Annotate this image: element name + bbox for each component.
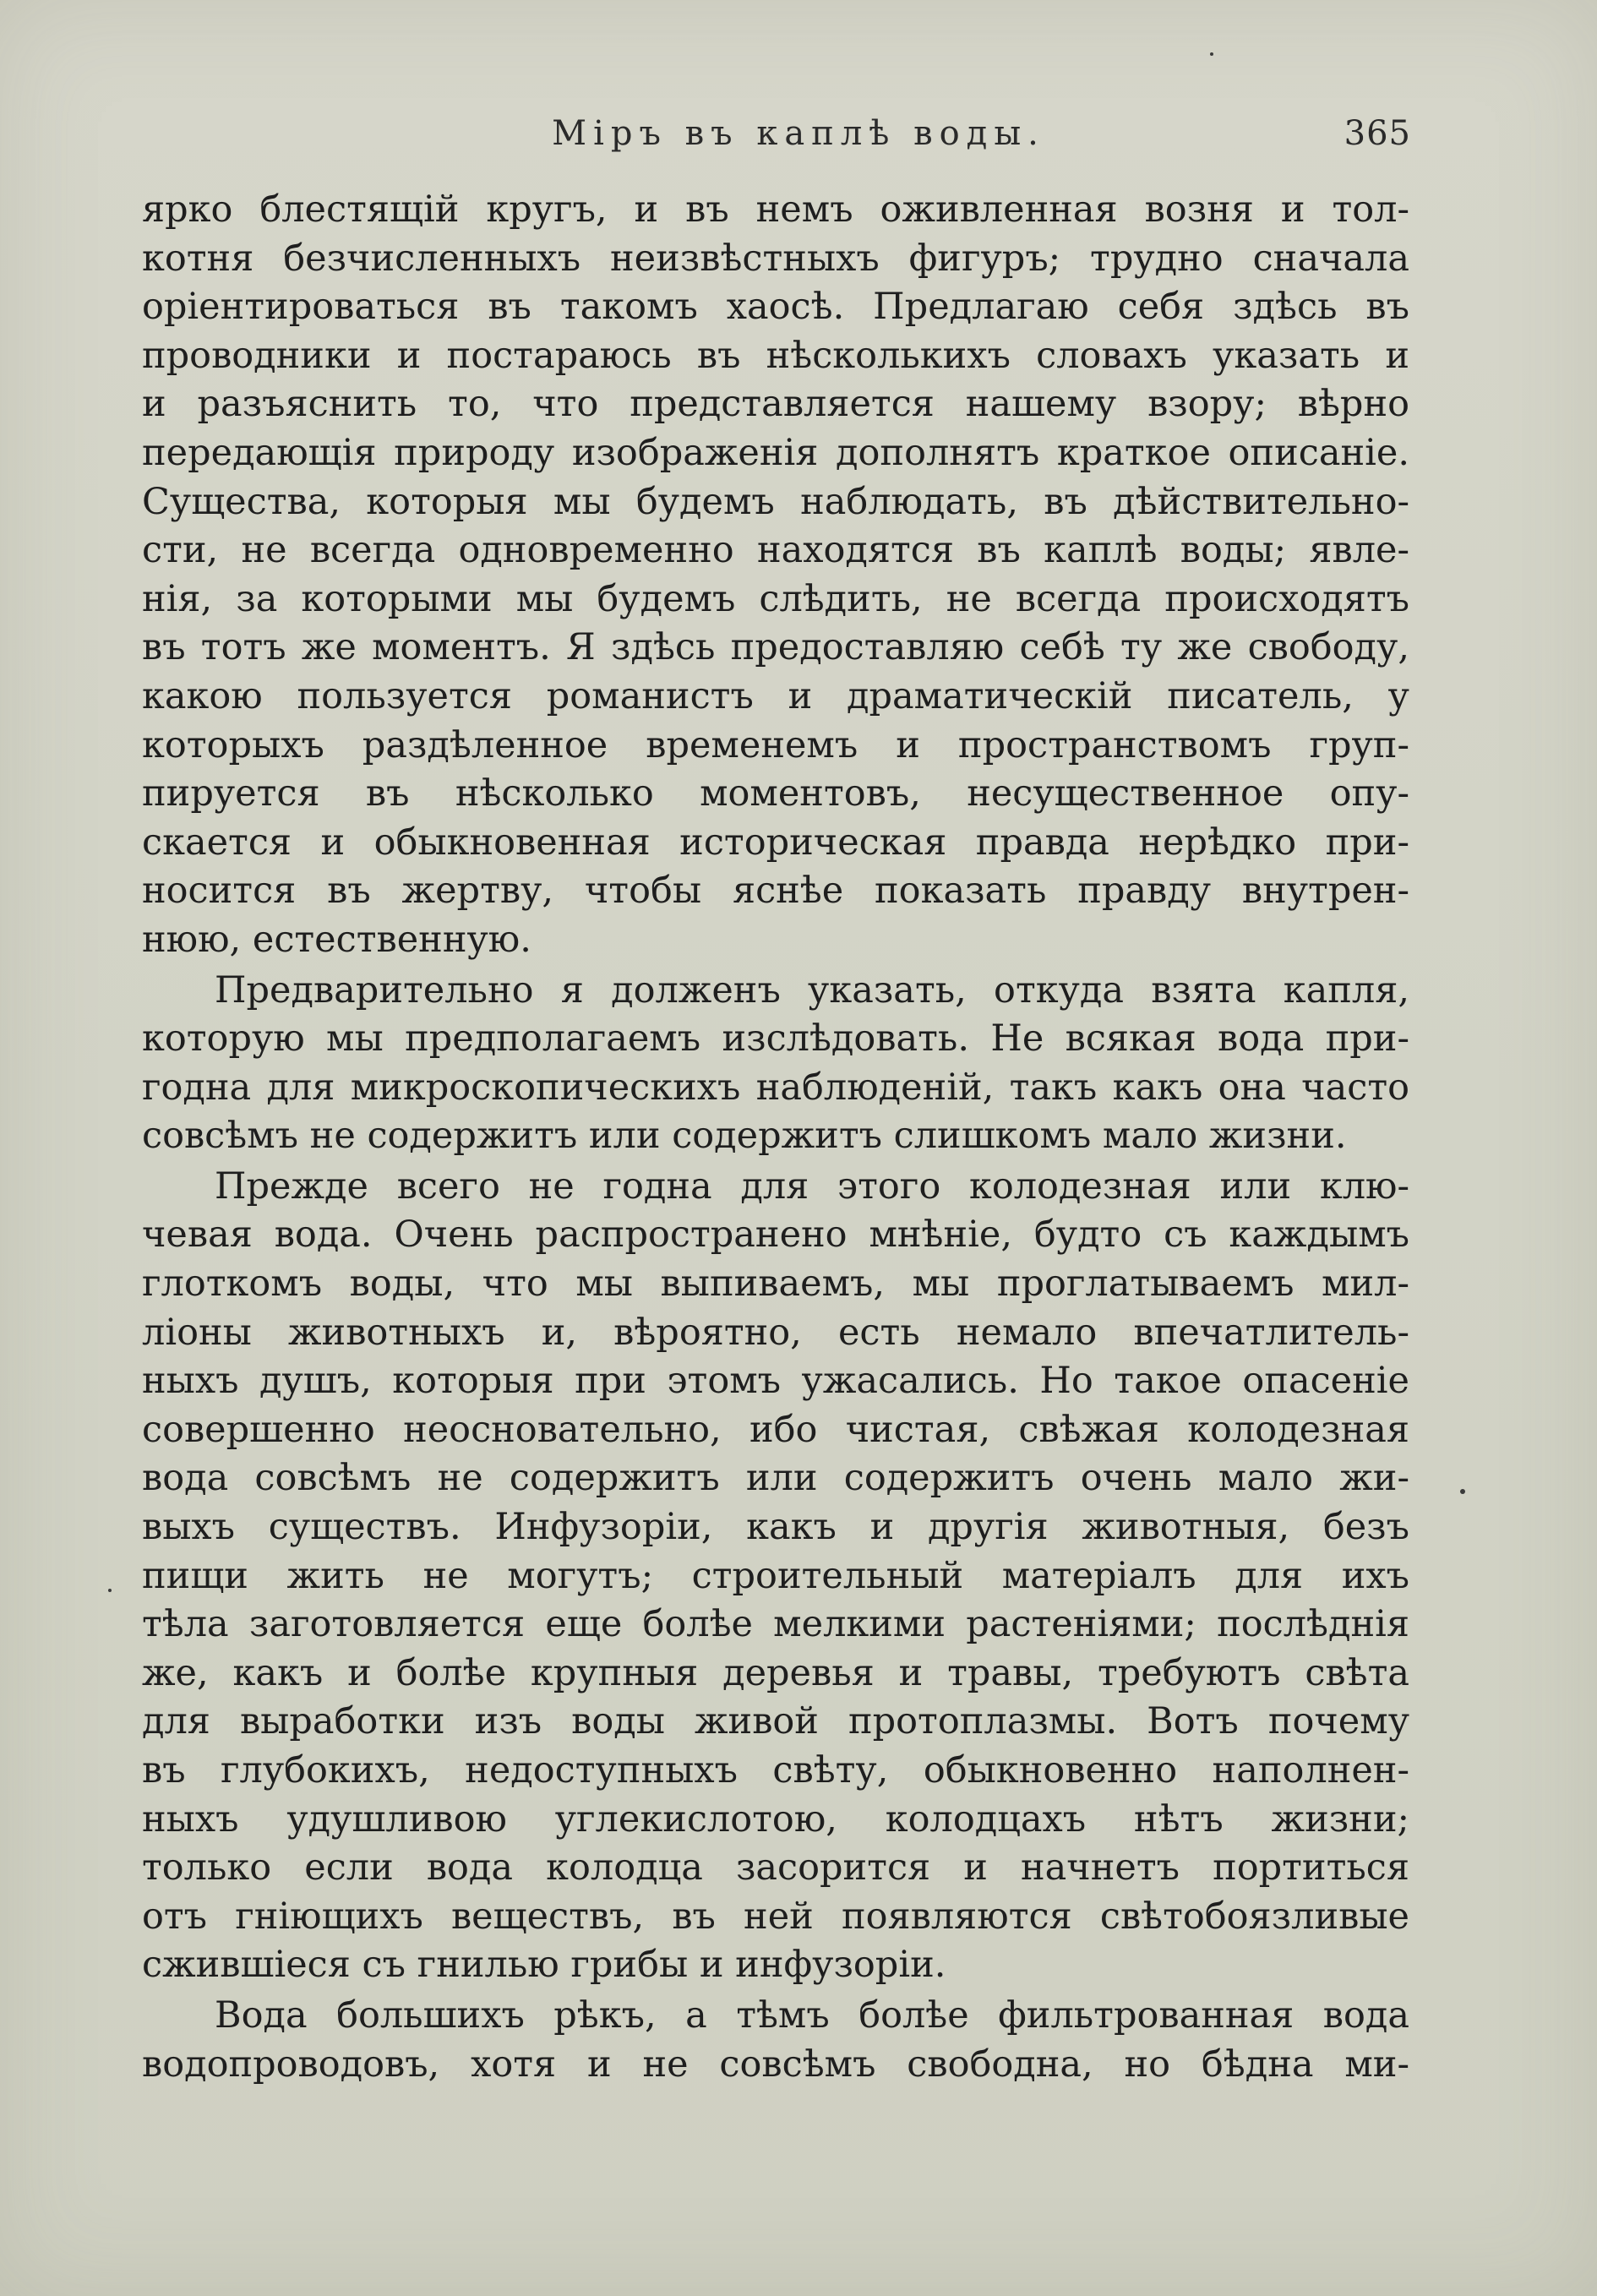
text-line: годна для микроскопическихъ наблюденій, такъ какъ она часто — [142, 1066, 1409, 1109]
page-number: 365 — [1344, 114, 1411, 153]
text-line: ліоны животныхъ и, вѣроятно, есть немало впечатлитель- — [142, 1311, 1409, 1354]
text-line: водопроводовъ, хотя и не совсѣмъ свободна, но бѣдна ми- — [142, 2042, 1409, 2086]
text-line: отъ гніющихъ веществъ, въ ней появляются свѣтобоязливые — [142, 1895, 1409, 1938]
text-line: вода совсѣмъ не содержитъ или содержитъ очень мало жи- — [142, 1457, 1409, 1500]
text-line: сжившіеся съ гнилью грибы и инфузоріи. — [142, 1944, 946, 1987]
paper-speck — [108, 1589, 112, 1592]
text-line: проводники и постараюсь въ нѣсколькихъ словахъ указать и — [142, 334, 1409, 377]
text-line: Вода большихъ рѣкъ, а тѣмъ болѣе фильтрованная вода — [215, 1993, 1409, 2037]
text-line: оріентироваться въ такомъ хаосѣ. Предлагаю себя здѣсь въ — [142, 286, 1409, 329]
text-line: Прежде всего не годна для этого колодезная или клю- — [215, 1164, 1409, 1208]
text-line: котня безчисленныхъ неизвѣстныхъ фигуръ; трудно сначала — [142, 237, 1409, 280]
text-line: совсѣмъ не содержитъ или содержитъ слишкомъ мало жизни. — [142, 1115, 1347, 1158]
running-title: Міръ въ каплѣ воды. — [552, 114, 1045, 153]
page-header — [0, 114, 1597, 165]
text-line: Существа, которыя мы будемъ наблюдать, въ дѣйствительно- — [142, 480, 1409, 523]
text-line: нюю, естественную. — [142, 918, 531, 961]
paper-speck — [1210, 52, 1213, 56]
text-line: ныхъ удушливою углекислотою, колодцахъ нѣтъ жизни; — [142, 1797, 1409, 1841]
text-line: чевая вода. Очень распространено мнѣніе, будто съ каждымъ — [142, 1213, 1409, 1257]
text-line: тѣла заготовляется еще болѣе мелкими растеніями; послѣднія — [142, 1603, 1409, 1646]
text-line: только если вода колодца засорится и начнетъ портиться — [142, 1846, 1409, 1890]
text-line: носится въ жертву, чтобы яснѣе показать правду внутрен- — [142, 870, 1409, 913]
text-line: ныхъ душъ, которыя при этомъ ужасались. Но такое опасеніе — [142, 1360, 1409, 1403]
text-line: для выработки изъ воды живой протоплазмы. Вотъ почему — [142, 1700, 1409, 1743]
text-line: выхъ существъ. Инфузоріи, какъ и другія животныя, безъ — [142, 1506, 1409, 1549]
text-line: пируется въ нѣсколько моментовъ, несущественное опу- — [142, 772, 1409, 815]
text-line: пищи жить не могутъ; строительный матеріалъ для ихъ — [142, 1554, 1409, 1597]
text-line: глоткомъ воды, что мы выпиваемъ, мы проглатываемъ мил- — [142, 1263, 1409, 1306]
paragraph-1 — [142, 186, 1409, 965]
text-line: которыхъ раздѣленное временемъ и пространствомъ груп- — [142, 723, 1409, 766]
body-text — [142, 186, 1409, 2091]
text-line: нія, за которыми мы будемъ слѣдить, не всегда происходятъ — [142, 577, 1409, 620]
text-line: Предварительно я долженъ указать, откуда взята капля, — [215, 968, 1409, 1012]
text-line: скается и обыкновенная историческая правда нерѣдко при- — [142, 821, 1409, 864]
paragraph-3 — [142, 1163, 1409, 1990]
text-line: сти, не всегда одновременно находятся въ каплѣ воды; явле- — [142, 529, 1409, 572]
text-line: ярко блестящій кругъ, и въ немъ оживленная возня и тол- — [142, 188, 1409, 231]
text-line: совершенно неосновательно, ибо чистая, свѣжая колодезная — [142, 1408, 1409, 1451]
paragraph-2 — [142, 967, 1409, 1161]
text-line: и разъяснить то, что представляется нашему взору; вѣрно — [142, 383, 1409, 426]
text-line: которую мы предполагаемъ изслѣдовать. Не всякая вода при- — [142, 1017, 1409, 1061]
paper-speck — [1460, 1489, 1465, 1494]
paragraph-4 — [142, 1992, 1409, 2089]
text-line: какою пользуется романистъ и драматическій писатель, у — [142, 674, 1409, 717]
text-line: же, какъ и болѣе крупныя деревья и травы, требуютъ свѣта — [142, 1651, 1409, 1694]
text-line: въ тотъ же моментъ. Я здѣсь предоставляю себѣ ту же свободу, — [142, 626, 1409, 669]
text-line: передающія природу изображенія дополнятъ краткое описаніе. — [142, 431, 1409, 474]
text-line: въ глубокихъ, недоступныхъ свѣту, обыкновенно наполнен- — [142, 1749, 1409, 1792]
